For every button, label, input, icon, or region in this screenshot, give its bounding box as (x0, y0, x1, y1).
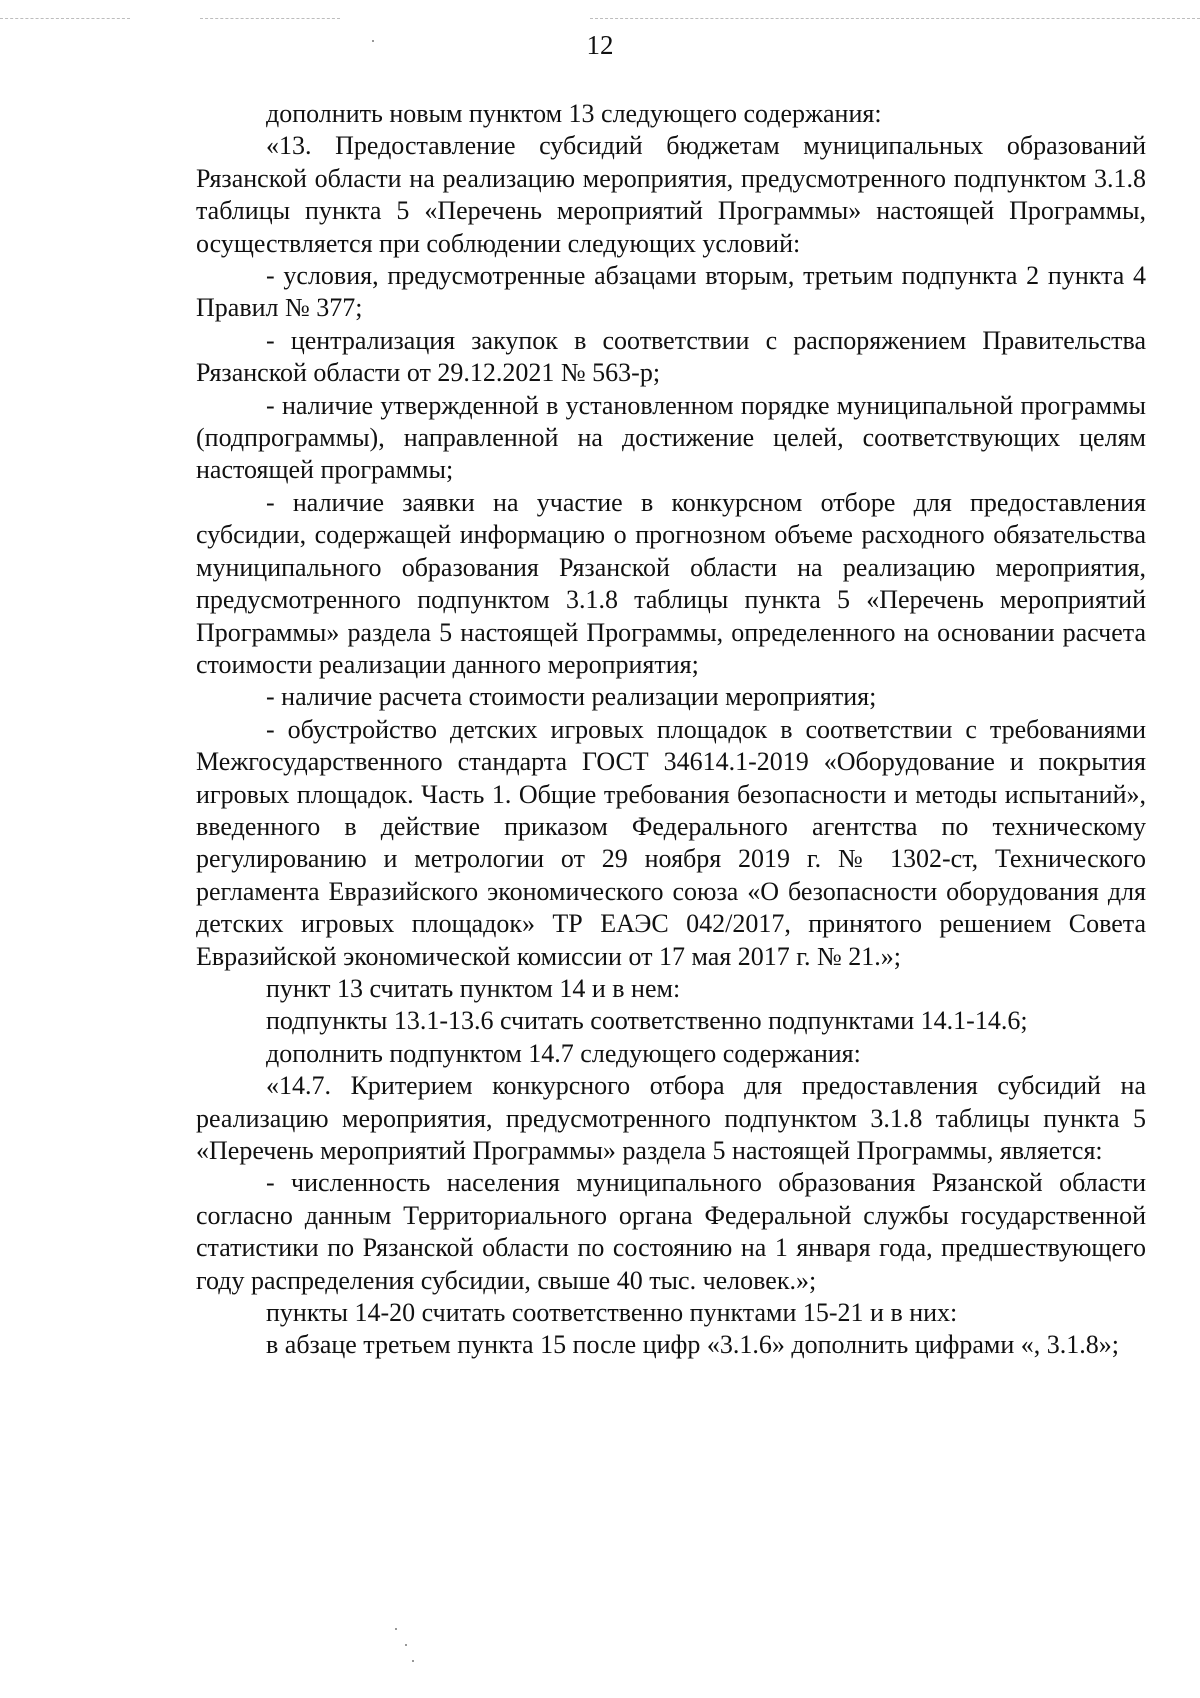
list-item: - условия, предусмотренные абзацами вторым, третьим подпункта 2 пункта 4 Правил № 377; (196, 261, 1146, 323)
paragraph: пункты 14-20 считать соответственно пунктами 15-21 и в них: (266, 1298, 958, 1328)
scan-edge-line (0, 18, 130, 19)
scan-speck (405, 1644, 407, 1646)
paragraph: дополнить новым пунктом 13 следующего содержания: (266, 99, 882, 128)
paragraph: «13. Предоставление субсидий бюджетам муниципальных образований Рязанской области на реализацию мероприятия, предусмотренного подпунктом 3.1.8 таблицы пункта 5 «Перечень мероприятий Программы» настоящей Программы, осуществляется при соблюдении следующих условий: (196, 131, 1146, 258)
scan-speck (412, 1660, 414, 1662)
list-item: - обустройство детских игровых площадок в соответствии с требованиями Межгосударственного стандарта ГОСТ 34614.1-2019 «Оборудование и покрытия игровых площадок. Часть 1. Общие требования безопасности и методы испытаний», введенного в действие приказом Федерального агентства по техническому регулированию и метрологии от 29 ноября 2019 г. № 1302-ст, Технического регламента Евразийского экономического союза «О безопасности оборудования для детских игровых площадок» ТР ЕАЭС 042/2017, принятого решением Совета Евразийской экономической комиссии от 17 мая 2017 г. № 21.»; (196, 714, 1146, 971)
scan-edge-line (200, 18, 340, 19)
scan-edge-line (590, 18, 1200, 19)
list-item: - численность населения муниципального образования Рязанской области согласно данным Территориального органа Федеральной службы государственной статистики по Рязанской области по состоянию на 1 января года, предшествующего году распределения субсидии, свыше 40 тыс. человек.»; (196, 1168, 1146, 1295)
paragraph: подпункты 13.1-13.6 считать соответственно подпунктами 14.1-14.6; (266, 1006, 1028, 1036)
paragraph: дополнить подпунктом 14.7 следующего содержания: (266, 1038, 861, 1068)
document-body (196, 98, 1146, 1362)
paragraph: в абзаце третьем пункта 15 после цифр «3.1.6» дополнить цифрами «, 3.1.8»; (266, 1330, 1119, 1360)
list-item: - наличие заявки на участие в конкурсном отборе для предоставления субсидии, содержащей информацию о прогнозном объеме расходного обязательства муниципального образования Рязанской области на реализацию мероприятия, предусмотренного подпунктом 3.1.8 таблицы пункта 5 «Перечень мероприятий Программы» раздела 5 настоящей Программы, определенного на основании расчета стоимости реализации данного мероприятия; (196, 487, 1146, 679)
scan-speck (395, 1628, 397, 1630)
list-item: - централизация закупок в соответствии с распоряжением Правительства Рязанской области от 29.12.2021 № 563-р; (196, 325, 1146, 388)
page-number: 12 (586, 30, 614, 60)
list-item: - наличие утвержденной в установленном порядке муниципальной программы (подпрограммы), направленной на достижение целей, соответствующих целям настоящей программы; (196, 390, 1146, 485)
list-item: - наличие расчета стоимости реализации мероприятия; (266, 682, 877, 712)
paragraph: пункт 13 считать пунктом 14 и в нем: (266, 973, 681, 1003)
paragraph: «14.7. Критерием конкурсного отбора для предоставления субсидий на реализацию мероприятия, предусмотренного подпунктом 3.1.8 таблицы пункта 5 «Перечень мероприятий Программы» раздела 5 настоящей Программы, является: (196, 1071, 1146, 1165)
